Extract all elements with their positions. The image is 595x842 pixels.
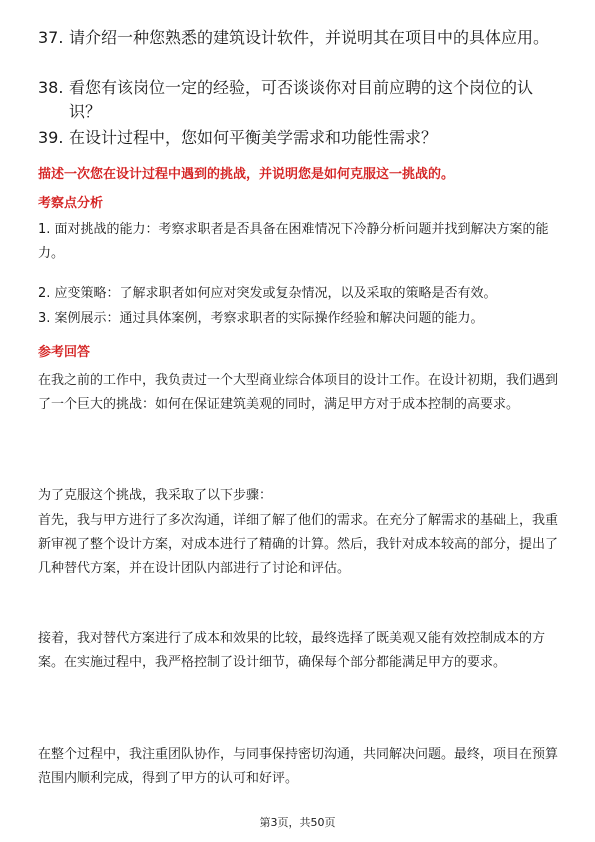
question-number: 39. [38,128,64,147]
question-number: 38. [38,78,64,97]
answer-paragraph: 在整个过程中，我注重团队协作，与同事保持密切沟通，共同解决问题。最终，项目在预算范围内顺利完成，得到了甲方的认可和好评。 [38,747,559,786]
question-39 [38,126,558,150]
question-text: 请介绍一种您熟悉的建筑设计软件，并说明其在项目中的具体应用。 [69,28,550,47]
analysis-heading: 考察点分析 [38,196,104,211]
page-number: 第3页，共50页 [259,816,336,829]
question-37 [38,26,558,50]
question-text: 看您有该岗位一定的经验，可否谈谈你对目前应聘的这个岗位的认识？ [69,78,534,121]
analysis-point: 3. 案例展示：通过具体案例，考察求职者的实际操作经验和解决问题的能力。 [38,311,484,326]
question-number: 37. [38,28,64,47]
answer-paragraph: 在我之前的工作中，我负责过一个大型商业综合体项目的设计工作。在设计初期，我们遇到了一个巨大的挑战：如何在保证建筑美观的同时，满足甲方对于成本控制的高要求。 [38,373,559,412]
interview-prompt: 描述一次您在设计过程中遇到的挑战，并说明您是如何克服这一挑战的。 [38,167,455,182]
answer-heading: 参考回答 [38,345,91,360]
question-38 [38,76,558,124]
analysis-point: 1. 面对挑战的能力：考察求职者是否具备在困难情况下冷静分析问题并找到解决方案的能力。 [38,222,549,261]
question-text: 在设计过程中，您如何平衡美学需求和功能性需求？ [69,128,438,147]
answer-paragraph: 为了克服这个挑战，我采取了以下步骤： [38,488,273,503]
analysis-point: 2. 应变策略：了解求职者如何应对突发或复杂情况，以及采取的策略是否有效。 [38,286,497,301]
answer-paragraph: 首先，我与甲方进行了多次沟通，详细了解了他们的需求。在充分了解需求的基础上，我重新审视了整个设计方案，对成本进行了精确的计算。然后，我针对成本较高的部分，提出了几种替代方案，并在设计团队内部进行了讨论和评估。 [38,513,559,576]
answer-paragraph: 接着，我对替代方案进行了成本和效果的比较，最终选择了既美观又能有效控制成本的方案。在实施过程中，我严格控制了设计细节，确保每个部分都能满足甲方的要求。 [38,631,546,670]
